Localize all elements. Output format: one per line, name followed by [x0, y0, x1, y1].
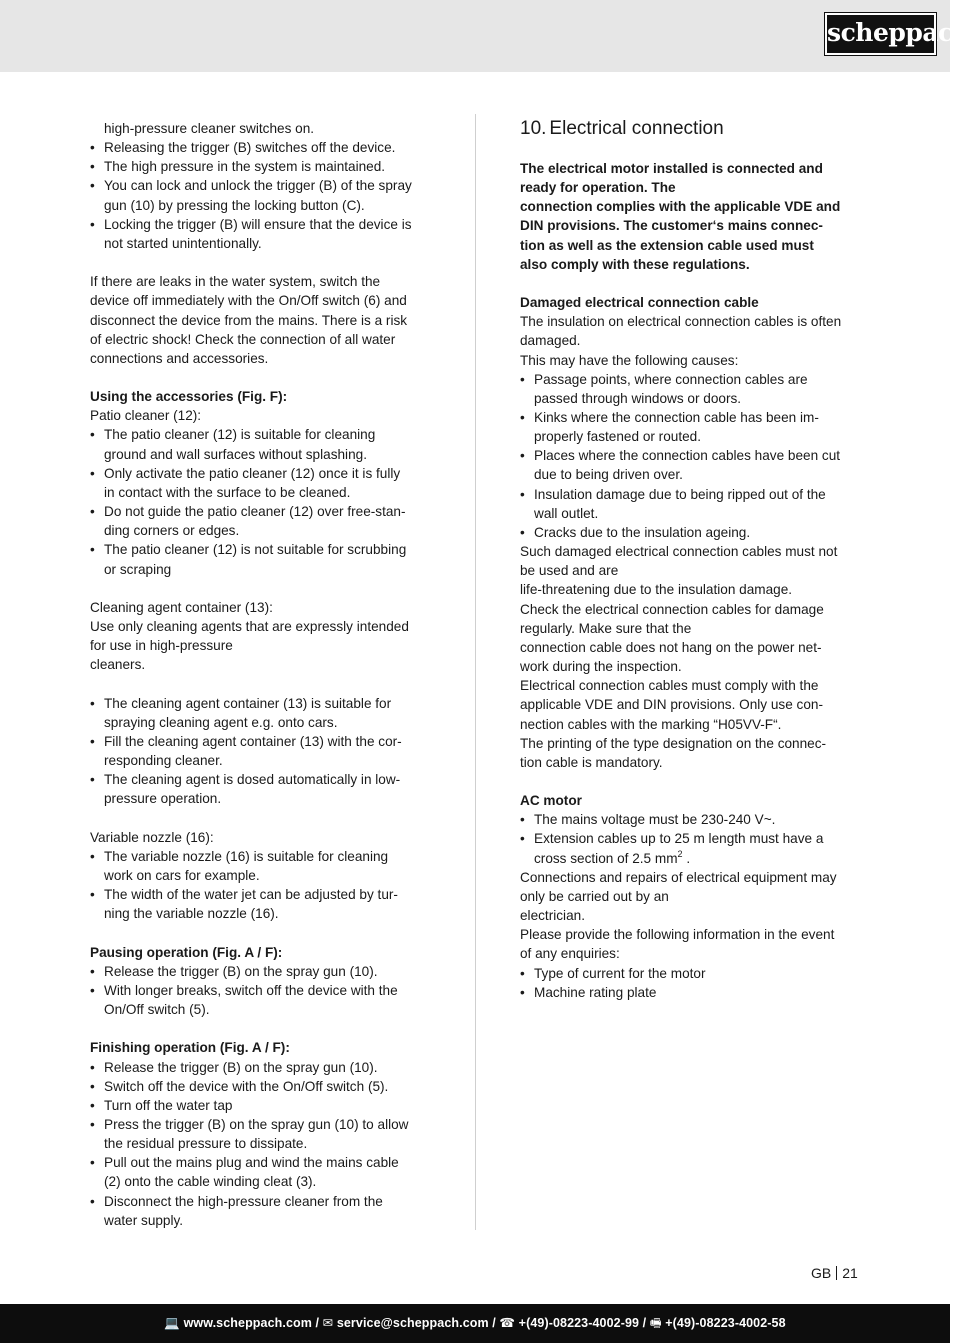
- variable-nozzle-label: Variable nozzle (16):: [90, 829, 214, 845]
- list-item: • Release the trigger (B) on the spray gun (10).: [90, 1058, 440, 1077]
- list-item: • Fill the cleaning agent container (13) with the cor- responding cleaner.: [90, 732, 440, 770]
- list-item: • Passage points, where connection cables are passed through windows or doors.: [520, 370, 865, 408]
- list-item: • The width of the water jet can be adjusted by tur- ning the variable nozzle (16).: [90, 885, 440, 923]
- damaged-cable-bullet-list: [520, 370, 865, 542]
- contact-footer: 💻 www.scheppach.com / ✉ service@scheppach.com / ☎ +(49)-08223-4002-99 / 🖷 +(49)-08223-4002-58: [0, 1304, 950, 1343]
- leak-warning-paragraph: If there are leaks in the water system, switch the device off immediately with the On/Off switch (6) and disconnect the device from the mains. There is a risk of electric shock! Check the connection of all water connections and accessories.: [90, 274, 408, 366]
- page-number-value: 21: [842, 1265, 858, 1281]
- ac-motor-heading: AC motor: [520, 793, 582, 809]
- list-item: • The mains voltage must be 230-240 V~.: [520, 810, 865, 829]
- list-item: • The variable nozzle (16) is suitable for cleaning work on cars for example.: [90, 847, 440, 885]
- section-title: [520, 119, 865, 139]
- list-item: • You can lock and unlock the trigger (B) of the spray gun (10) by pressing the locking button (C).: [90, 176, 440, 214]
- damaged-cable-followup: Such damaged electrical connection cables must not be used and are life-threatening due to the insulation damage. Check the electrical connection cables for damage regularly. Make sure that the connection cable does not hang on the power net- work during the inspection. Electrical connection cables must comply with the applicable VDE and DIN provisions. Only use con- nection cables with the marking “H05VV-F“. The printing of the type designation on the connec- tion cable is mandatory.: [520, 544, 838, 770]
- list-item: • The cleaning agent container (13) is suitable for spraying cleaning agent e.g. onto cars.: [90, 694, 440, 732]
- list-item: • The patio cleaner (12) is suitable for cleaning ground and wall surfaces without splashing.: [90, 425, 440, 463]
- enquiry-bullet-list: [520, 964, 865, 1002]
- header-band: [0, 0, 970, 72]
- list-item: • Press the trigger (B) on the spray gun (10) to allow the residual pressure to dissipate.: [90, 1115, 440, 1153]
- section-title-text: Electrical connection: [549, 118, 724, 139]
- page-number: [811, 1264, 858, 1282]
- list-item: • Extension cables up to 25 m length must have a cross section of 2.5 $mm^2$ .: [520, 829, 865, 867]
- scheppach-logo: scheppach: [825, 13, 936, 55]
- ac-motor-bullet-list: [520, 810, 865, 867]
- ac-motor-paragraph: Connections and repairs of electrical equipment may only be carried out by an electrician. Please provide the following information in the event of any enquiries:: [520, 869, 837, 962]
- pausing-operation-bullet-list: [90, 962, 440, 1019]
- patio-cleaner-bullet-list: [90, 425, 440, 578]
- cleaning-agent-label: Cleaning agent container (13):: [90, 599, 273, 615]
- phone-icon: ☎: [499, 1316, 516, 1330]
- left-column: [90, 119, 440, 1230]
- intro-bullet-list: [90, 138, 440, 253]
- list-item: • The high pressure in the system is maintained.: [90, 157, 440, 176]
- cleaning-agent-bullet-list: [90, 694, 440, 809]
- intro-continuation: high-pressure cleaner switches on.: [104, 121, 315, 136]
- list-item: • Release the trigger (B) on the spray gun (10).: [90, 962, 440, 981]
- email-link[interactable]: service@scheppach.com: [336, 1316, 489, 1330]
- finishing-operation-heading: Finishing operation (Fig. A / F):: [90, 1040, 290, 1056]
- list-item: • With longer breaks, switch off the device with the On/Off switch (5).: [90, 981, 440, 1019]
- list-item: • The patio cleaner (12) is not suitable for scrubbing or scraping: [90, 540, 440, 578]
- list-item: • Disconnect the high-pressure cleaner from the water supply.: [90, 1192, 440, 1230]
- fax-number: +(49)-08223-4002-58: [665, 1316, 786, 1330]
- cleaning-agent-paragraph: Use only cleaning agents that are expressly intended for use in high-pressure cleaners.: [90, 619, 409, 673]
- accessories-heading: Using the accessories (Fig. F):: [90, 389, 288, 405]
- list-item: • Insulation damage due to being ripped out of the wall outlet.: [520, 485, 865, 523]
- mail-icon: ✉: [322, 1316, 334, 1330]
- list-item: • Releasing the trigger (B) switches off the device.: [90, 138, 440, 157]
- list-item: • Machine rating plate: [520, 983, 865, 1002]
- finishing-operation-bullet-list: [90, 1058, 440, 1230]
- list-item: • The cleaning agent is dosed automatically in low- pressure operation.: [90, 770, 440, 808]
- list-item: • Switch off the device with the On/Off switch (5).: [90, 1077, 440, 1096]
- website-link[interactable]: www.scheppach.com: [183, 1316, 312, 1330]
- pausing-operation-heading: Pausing operation (Fig. A / F):: [90, 944, 283, 960]
- right-column: [520, 119, 865, 1002]
- column-divider: [475, 114, 476, 1230]
- list-item: • Cracks due to the insulation ageing.: [520, 523, 865, 542]
- section-number: 10.: [520, 118, 547, 139]
- damaged-cable-heading: Damaged electrical connection cable: [520, 295, 759, 311]
- list-item: • Type of current for the motor: [520, 964, 865, 983]
- electrical-intro-paragraph: The electrical motor installed is connected and ready for operation. The connection complies with the applicable VDE and DIN provisions. The customer‘s mains connec- tion as well as the extension cable used must also comply with these regulations.: [520, 161, 841, 272]
- page-separator: [836, 1266, 837, 1280]
- list-item: • Places where the connection cables have been cut due to being driven over.: [520, 446, 865, 484]
- list-item: • Turn off the water tap: [90, 1096, 440, 1115]
- country-code: GB: [811, 1265, 832, 1281]
- fax-icon: 🖷: [649, 1316, 662, 1330]
- patio-cleaner-label: Patio cleaner (12):: [90, 408, 202, 424]
- list-item: • Do not guide the patio cleaner (12) over free-stan- ding corners or edges.: [90, 502, 440, 540]
- list-item: • Pull out the mains plug and wind the mains cable (2) onto the cable winding cleat (3).: [90, 1153, 440, 1191]
- variable-nozzle-bullet-list: [90, 847, 440, 924]
- list-item: • Kinks where the connection cable has been im- properly fastened or routed.: [520, 408, 865, 446]
- computer-icon: 💻: [164, 1316, 181, 1330]
- damaged-cable-paragraph: The insulation on electrical connection cables is often damaged. This may have the following causes:: [520, 314, 842, 368]
- list-item: • Locking the trigger (B) will ensure that the device is not started unintentionally.: [90, 215, 440, 253]
- list-item: • Only activate the patio cleaner (12) once it is fully in contact with the surface to be cleaned.: [90, 464, 440, 502]
- phone-number[interactable]: +(49)-08223-4002-99: [518, 1316, 640, 1330]
